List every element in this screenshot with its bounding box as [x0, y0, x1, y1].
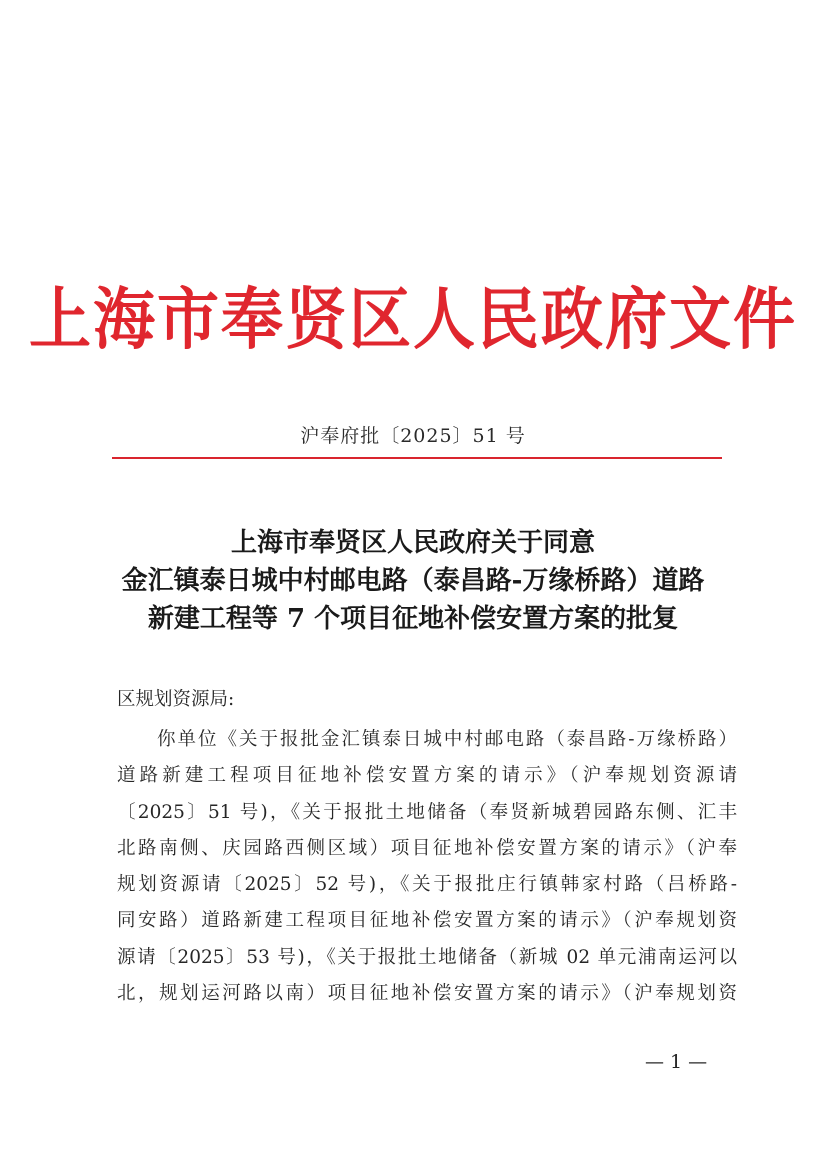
addressee: 区规划资源局:	[117, 689, 235, 710]
document-masthead: 上海市奉贤区人民政府文件	[28, 280, 797, 359]
body-line: 道路新建工程项目征地补偿安置方案的请示》（沪奉规划资源请	[117, 765, 737, 787]
body-line: 同安路）道路新建工程项目征地补偿安置方案的请示》（沪奉规划资	[117, 910, 737, 932]
document-number: 沪奉府批〔2025〕51 号	[300, 425, 526, 447]
body-line: 你单位《关于报批金汇镇泰日城中村邮电路（泰昌路-万缘桥路）	[157, 729, 737, 750]
body-paragraph	[117, 722, 737, 1012]
body-line: 〔2025〕51 号)，《关于报批土地储备（奉贤新城碧园路东侧、汇丰	[117, 801, 737, 823]
title-line: 金汇镇泰日城中村邮电路（泰昌路-万缘桥路）道路	[121, 566, 705, 596]
document-title	[80, 524, 746, 638]
page-number: — 1 —	[645, 1051, 708, 1073]
body-line: 源请〔2025〕53 号)，《关于报批土地储备（新城 02 单元浦南运河以	[117, 946, 737, 968]
red-separator-line	[112, 457, 722, 459]
title-line: 上海市奉贤区人民政府关于同意	[230, 528, 595, 558]
title-line: 新建工程等 7 个项目征地补偿安置方案的批复	[147, 604, 679, 634]
body-line: 规划资源请〔2025〕52 号)，《关于报批庄行镇韩家村路（吕桥路-	[117, 874, 737, 896]
body-line: 北路南侧、庆园路西侧区域）项目征地补偿安置方案的请示》（沪奉	[117, 837, 737, 859]
body-line: 北，规划运河路以南）项目征地补偿安置方案的请示》（沪奉规划资	[117, 983, 737, 1005]
